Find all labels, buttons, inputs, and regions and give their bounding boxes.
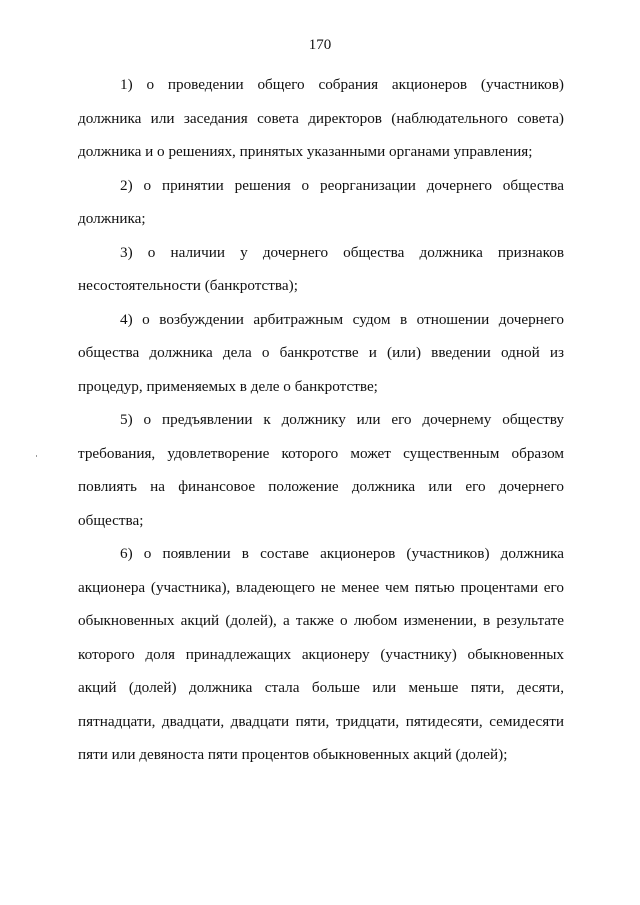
page-number: 170 <box>308 37 332 53</box>
paragraph-line: должника; <box>78 210 146 227</box>
paragraph-line: общества; <box>78 511 144 529</box>
paragraph-line: общества должника дела о банкротстве и (или) введении одной из <box>78 344 564 361</box>
list-item-5 <box>78 403 564 537</box>
paragraph-line: акций (долей) должника стала больше или меньше пяти, десяти, <box>78 679 564 696</box>
paragraph-line: несостоятельности (банкротства); <box>78 277 298 294</box>
paragraph-line: 2) о принятии решения о реорганизации дочернего общества <box>120 176 564 194</box>
document-body <box>78 68 564 772</box>
list-item-6 <box>78 537 564 772</box>
paragraph-line: пяти или девяноста пяти процентов обыкновенных акций (долей); <box>78 746 508 763</box>
paragraph-line: пятнадцати, двадцати, двадцати пяти, тридцати, пятидесяти, семидесяти <box>78 712 564 730</box>
list-item-2 <box>78 169 564 236</box>
list-item-1 <box>78 68 564 169</box>
paragraph-line: обыкновенных акций (долей), а также о любом изменении, в результате <box>78 612 564 629</box>
paragraph-line: 4) о возбуждении арбитражным судом в отношении дочернего <box>120 310 564 328</box>
scan-mark <box>36 455 37 457</box>
paragraph-line: 6) о появлении в составе акционеров (участников) должника <box>120 545 564 562</box>
list-item-4 <box>78 303 564 404</box>
paragraph-line: должника или заседания совета директоров (наблюдательного совета) <box>78 109 564 127</box>
paragraph-line: процедур, применяемых в деле о банкротстве; <box>78 377 378 395</box>
paragraph-line: должника и о решениях, принятых указанными органами управления; <box>78 143 533 160</box>
paragraph-line: 5) о предъявлении к должнику или его дочернему обществу <box>120 411 564 428</box>
paragraph-line: 3) о наличии у дочернего общества должника признаков <box>120 243 564 261</box>
list-item-3 <box>78 236 564 303</box>
paragraph-line: которого доля принадлежащих акционеру (участнику) обыкновенных <box>78 645 564 663</box>
paragraph-line: повлиять на финансовое положение должника или его дочернего <box>78 478 564 495</box>
paragraph-line: 1) о проведении общего собрания акционеров (участников) <box>120 76 564 93</box>
paragraph-line: требования, удовлетворение которого может существенным образом <box>78 444 564 462</box>
paragraph-line: акционера (участника), владеющего не менее чем пятью процентами его <box>78 578 564 596</box>
